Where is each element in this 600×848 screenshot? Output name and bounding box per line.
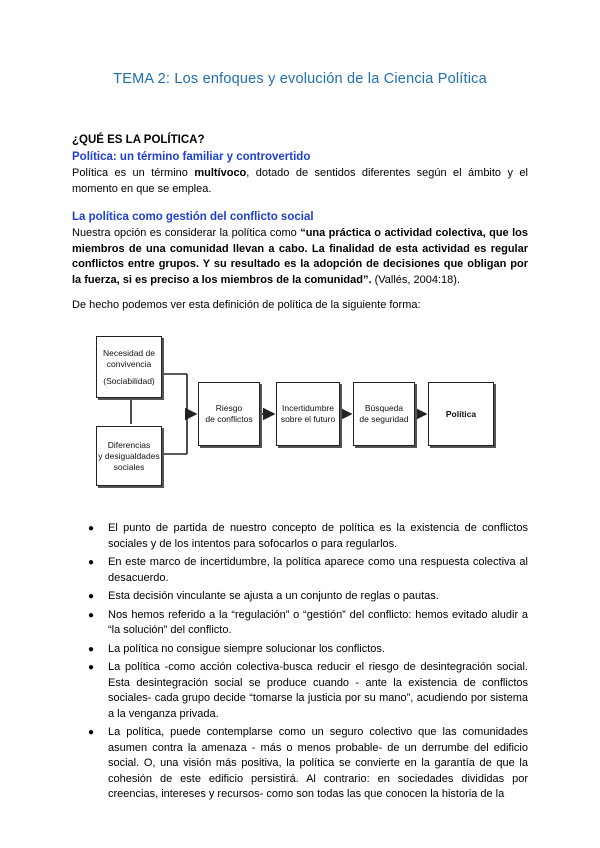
bullet-dot: ● [88,727,95,738]
list-item [88,725,528,803]
box2-line1: Diferencias [107,439,151,450]
box-necesidad-convivencia [96,336,162,398]
bullet-dot: ● [88,643,95,655]
box-diferencias-desigualdades [96,426,162,486]
bullet-list [88,521,528,806]
list-item [88,589,528,605]
box6-line1: Política [445,408,477,419]
bullet-dot: ● [88,662,95,673]
list-item [88,660,528,722]
subheading-politica-termino: Política: un término familiar y controvertido [72,151,311,163]
box2-line3: sociales [113,461,145,472]
p1-text-c: , dotado de sentidos diferentes según el ámbito y el momento en que se emplea. [72,167,528,195]
p1-text-bold: multívoco [194,167,247,179]
p2-text-a: Nuestra opción es considerar la política como [72,227,301,239]
p2-text-quote: “una práctica o actividad colectiva, que los miembros de una comunidad llevan a cabo. La finalidad de esta actividad es regular conflictos entre grupos. Y su resultado es la adopción de decisiones que obligan por la fuerza, si es preciso a los miembros de la comunidad”. [72,227,528,286]
list-item [88,642,528,658]
list-item-text: El punto de partida de nuestro concepto de política es la existencia de conflictos sociales y de los intentos para sofocarlos o para regularlos. [108,522,528,550]
p2-citation: (Vallés, 2004:18). [371,273,461,286]
box3-line2: de conflictos [205,414,253,424]
document-title: TEMA 2: Los enfoques y evolución de la Ciencia Política [113,71,487,87]
box2-line2: y desigualdades [98,450,160,461]
bullet-dot: ● [88,591,95,602]
box-politica [428,382,494,446]
list-item-text: Nos hemos referido a la “regulación” o “gestión” del conflicto: hemos evitado aludir a “la solución” del conflicto. [108,608,528,636]
paragraph-multivoco [72,166,528,197]
box5-line1: Búsqueda [364,403,404,413]
list-item-text: En este marco de incertidumbre, la política aparece como una respuesta colectiva al desacuerdo. [108,556,528,584]
bullet-dot: ● [88,609,95,621]
paragraph-definicion [72,226,528,288]
box3-line1: Riesgo [215,403,243,413]
paragraph-diagram-intro: De hecho podemos ver esta definición de política de la siguiente forma: [72,299,421,311]
p1-text-a: Política es un término [72,167,195,179]
box-busqueda-seguridad [353,382,415,446]
list-item [88,555,528,586]
list-item-text: Esta decisión vinculante se ajusta a un conjunto de reglas o pautas. [108,590,439,602]
box5-line2: de seguridad [359,414,409,424]
list-item [88,521,528,552]
list-item [88,608,528,639]
list-item-text: La política -como acción colectiva-busca reducir el riesgo de desintegración social. Esta desintegración social se produce cuando - ante la existencia de conflictos sociales- cada grupo decide “tomarse la justicia por su mano”, acudiendo por sistema a la venganza privada. [108,661,528,720]
box1-line2: convivencia [106,358,152,369]
list-item-text: La política no consigue siempre solucionar los conflictos. [108,642,385,655]
box4-line2: sobre el futuro [280,414,336,424]
box-incertidumbre-futuro [276,382,340,446]
list-item-text: La política, puede contemplarse como un seguro colectivo que las comunidades asumen contra la amenaza - más o menos probable- de un derrumbe del edificio social. O, una visión más positiva, la política se convierte en la garantía de que la cohesión de este edificio persistirá. Al contrario: en sociedades divididas por creencias, intereses y recursos- como son todas las que conocen la historia de la [108,726,528,800]
box1-line3: (Sociabilidad) [103,375,155,386]
bullet-dot: ● [88,523,95,534]
bullet-dot: ● [88,557,95,568]
box1-line1: Necesidad de [103,347,155,358]
subheading-gestion-conflicto: La política como gestión del conflicto social [72,211,314,223]
box4-line1: Incertidumbre [282,403,334,413]
box-riesgo-conflictos [198,382,260,446]
section-heading: ¿QUÉ ES LA POLÍTICA? [72,134,205,146]
